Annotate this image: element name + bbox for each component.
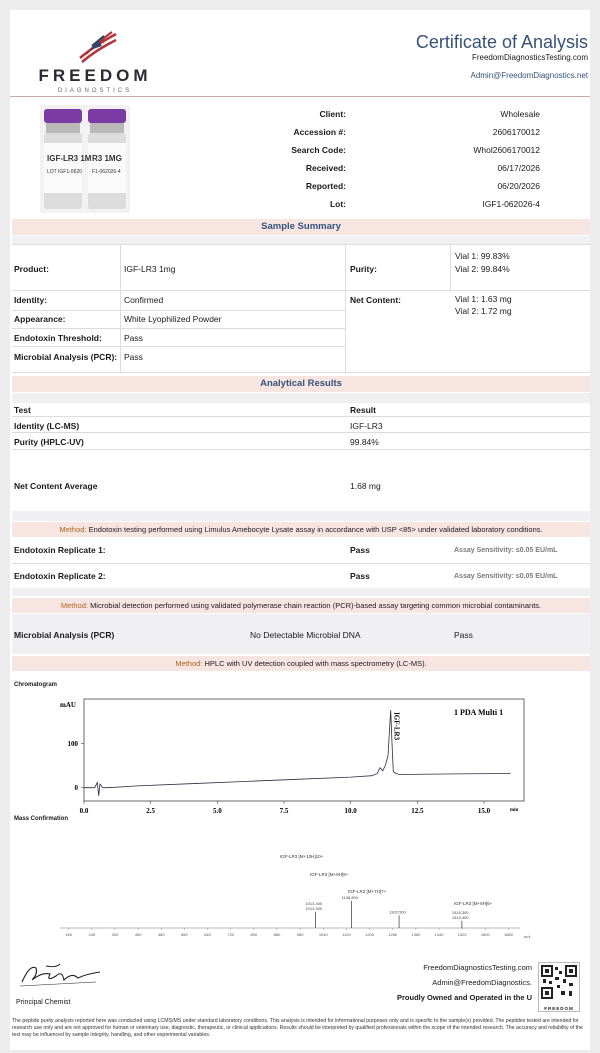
microbial-row-result: Pass [454, 630, 473, 640]
logo-subtitle: DIAGNOSTICS [57, 88, 133, 94]
mz-tick-label: 1040 [318, 932, 328, 937]
qr-code-icon [539, 963, 579, 1001]
col-result-header: Result [350, 405, 376, 415]
header-divider [10, 96, 590, 97]
method-key: Method: [59, 525, 87, 534]
header-website[interactable]: FreedomDiagnosticsTesting.com [471, 53, 588, 62]
endotoxin-rep1-label: Endotoxin Replicate 1: [14, 545, 106, 555]
mass-spectrum-layer [60, 895, 520, 937]
microbial-summary-label: Microbial Analysis (PCR): [14, 352, 118, 362]
microbial-row-label: Microbial Analysis (PCR) [14, 630, 115, 640]
mz-tick-label: 1120 [342, 932, 351, 937]
endotoxin-rep2-label: Endotoxin Replicate 2: [14, 571, 106, 581]
mz-tick-label: 640 [204, 932, 211, 937]
chromatogram-trace [84, 710, 511, 796]
received-label: Received: [305, 163, 346, 173]
mz-tick-label: 1200 [365, 932, 375, 937]
ms-peak-label: 1013.400 [305, 900, 323, 906]
ms-annotation: IGF-LR3 [M+7H]7+ [348, 889, 387, 894]
table-row-result: 99.84% [350, 437, 379, 447]
col-test-header: Test [14, 405, 31, 415]
analytical-results-header: Analytical Results [12, 376, 590, 392]
ms-annotation: IGF-LR3 [M+6H]6+ [454, 901, 493, 906]
appearance-label: Appearance: [14, 314, 66, 324]
mz-tick-label: 160 [65, 932, 73, 937]
mz-tick-label: 1680 [503, 932, 513, 937]
x-axis-unit: min [510, 808, 519, 813]
identity-value: Confirmed [124, 295, 164, 305]
mz-tick-label: 960 [296, 932, 304, 937]
table-row-test: Purity (HPLC-UV) [14, 437, 84, 447]
endotoxin-method-note [12, 522, 590, 537]
endotoxin-threshold-label: Endotoxin Threshold: [14, 333, 102, 343]
summary-divider [12, 346, 345, 347]
chromatogram-layer [68, 710, 511, 815]
x-tick-label: 10.0 [344, 807, 357, 815]
endotoxin-divider [12, 563, 590, 564]
summary-top-band [12, 236, 590, 244]
summary-divider [12, 372, 590, 373]
endotoxin-rep2-sensitivity: Assay Sensitivity: ≤0.05 EU/mL [454, 573, 558, 580]
vial-lot-2: F1-062026-4 [92, 169, 121, 175]
analytical-bottom-band [12, 511, 590, 521]
y-tick-label: 100 [67, 739, 78, 748]
mz-tick-label: 720 [227, 932, 235, 937]
vial-label-2: R3 1MG [92, 154, 122, 163]
analytical-top-band [12, 393, 590, 403]
method-key: Method: [60, 601, 88, 610]
mz-axis-unit: m/z [524, 934, 531, 939]
disclaimer-text: The peptide purity analysis reported here was conducted using LCMS/MS under standard laboratory conditions. This analysis is intended for informational purposes only and is specific to the sample(s) provided. The peptides tested are intended for research use only and are not approved for human or veterinary use, diagnostic, therapeutic, or clinical applications. Results should be interpreted by qualified professionals within the scope of the intended research. The accuracy and reliability of the test may be influenced by sample integrity, handling, and other experimental variables. [12, 1018, 583, 1039]
peak-label: IGF-LR3 [392, 712, 401, 741]
summary-col-divider [120, 244, 121, 372]
product-label: Product: [14, 264, 49, 274]
table-divider [12, 416, 590, 417]
sample-summary-header: Sample Summary [12, 219, 590, 235]
vial-lot-1: LOT IGF1-0620 [47, 169, 82, 175]
method-key: Method: [175, 659, 203, 668]
qr-code[interactable] [538, 962, 580, 1012]
method-text: HPLC with UV detection coupled with mass spectrometry (LC-MS). [204, 659, 427, 668]
signature-block [16, 960, 106, 1006]
microbial-row-finding: No Detectable Microbial DNA [250, 630, 361, 640]
table-row-result: 1.68 mg [350, 481, 381, 491]
search-code-value: Whol2606170012 [473, 145, 540, 155]
method-text: Microbial detection performed using validated polymerase chain reaction (PCR)-based assay targeting common microbial contaminants. [90, 601, 542, 610]
vial-label-1: IGF-LR3 1M [47, 154, 92, 163]
ms-peak-label: 1013.300 [305, 905, 323, 911]
y-axis-label: mAU [60, 701, 76, 709]
purity-label: Purity: [350, 264, 377, 274]
mz-tick-label: 400 [134, 932, 142, 937]
mz-tick-label: 1520 [457, 932, 467, 937]
lot-label: Lot: [329, 199, 346, 209]
summary-divider [12, 310, 345, 311]
mz-tick-label: 560 [181, 932, 188, 937]
accession-value: 2606170012 [492, 127, 540, 137]
mz-tick-label: 1600 [480, 932, 490, 937]
freedom-logo [30, 28, 160, 98]
ms-peak-label: 1138.800 [341, 895, 359, 900]
header-email[interactable]: Admin@FreedomDiagnostics.net [470, 71, 588, 80]
reported-value: 06/20/2026 [497, 181, 540, 191]
client-label: Client: [319, 109, 346, 119]
summary-divider [12, 328, 345, 329]
reported-label: Reported: [305, 181, 346, 191]
net-content-vial1: Vial 1: 1.63 mg [455, 294, 512, 304]
flag-swoosh-icon [78, 28, 118, 64]
lot-value: IGF1-062026-4 [482, 199, 540, 209]
qr-brand: FREEDOM [544, 1006, 574, 1011]
summary-col-divider [450, 244, 451, 290]
endotoxin-rep1-sensitivity: Assay Sensitivity: ≤0.05 EU/mL [454, 547, 558, 554]
x-tick-label: 12.5 [411, 807, 424, 815]
mz-tick-label: 1360 [411, 932, 421, 937]
ms-annotation: IGF-LR3 [M+10H]10+ [280, 854, 324, 859]
footer-email[interactable]: Admin@FreedomDiagnostics. [432, 978, 532, 987]
signature-image [16, 960, 106, 990]
method-text: Endotoxin testing performed using Limulus Amebocyte Lysate assay in accordance with USP <85> under validated laboratory conditions. [88, 525, 543, 534]
summary-divider [12, 290, 590, 291]
logo-wordmark: FREEDOM [38, 66, 152, 85]
mass-spectrum-chart [12, 838, 590, 948]
client-value: Wholesale [500, 109, 540, 119]
search-code-label: Search Code: [291, 145, 346, 155]
vials-photo [40, 105, 130, 213]
purity-vial1: Vial 1: 99.83% [455, 251, 510, 261]
appearance-value: White Lyophilized Powder [124, 314, 222, 324]
table-divider [12, 432, 590, 433]
mz-tick-label: 1280 [388, 932, 398, 937]
footer-tagline: Proudly Owned and Operated in the U [396, 993, 532, 1002]
x-tick-label: 7.5 [279, 807, 289, 815]
table-row-test: Net Content Average [14, 481, 98, 491]
chromatogram-caption: Chromatogram [14, 682, 58, 688]
mz-tick-label: 240 [88, 932, 96, 937]
chromatogram-chart [12, 691, 590, 825]
microbial-method-note [12, 598, 590, 613]
x-tick-label: 5.0 [212, 807, 222, 815]
footer-website[interactable]: FreedomDiagnosticsTesting.com [423, 963, 532, 972]
endotoxin-rep2-result: Pass [350, 571, 370, 581]
microbial-summary-value: Pass [124, 352, 143, 362]
net-content-vial2: Vial 2: 1.72 mg [455, 306, 512, 316]
accession-label: Accession #: [293, 127, 346, 137]
instrument-label: 1 PDA Multi 1 [454, 708, 504, 717]
summary-divider [12, 244, 590, 245]
mass-caption: Mass Confirmation [14, 816, 69, 822]
document-title: Certificate of Analysis [415, 32, 588, 52]
endotoxin-rep1-result: Pass [350, 545, 370, 555]
x-tick-label: 0.0 [79, 807, 89, 815]
received-value: 06/17/2026 [497, 163, 540, 173]
signatory-role: Principal Chemist [16, 999, 71, 1006]
purity-vial2: Vial 2: 99.84% [455, 264, 510, 274]
x-tick-label: 2.5 [146, 807, 156, 815]
identity-label: Identity: [14, 295, 48, 305]
x-tick-label: 15.0 [477, 807, 491, 815]
product-value: IGF-LR3 1mg [124, 264, 176, 274]
certificate-page [10, 10, 590, 1050]
hplc-method-note [12, 656, 590, 671]
ms-peak-label: 1518.300 [451, 909, 469, 915]
table-row-test: Identity (LC-MS) [14, 421, 80, 431]
mz-tick-label: 320 [111, 932, 119, 937]
summary-col-divider [345, 244, 346, 372]
mz-tick-label: 800 [250, 932, 258, 937]
ms-peak-label: 1302.500 [389, 909, 406, 915]
mz-tick-label: 1440 [434, 932, 444, 937]
net-content-label: Net Content: [350, 295, 401, 305]
table-row-result: IGF-LR3 [350, 421, 383, 431]
y-tick-label: 0 [74, 784, 78, 793]
endotoxin-bottom-band [12, 588, 590, 596]
endotoxin-threshold-value: Pass [124, 333, 143, 343]
ms-peak-label: 1519.400 [451, 914, 469, 920]
ms-annotation: IGF-LR3 [M+9H]9+ [310, 872, 349, 877]
mz-tick-label: 480 [157, 932, 165, 937]
mz-tick-label: 880 [273, 932, 281, 937]
